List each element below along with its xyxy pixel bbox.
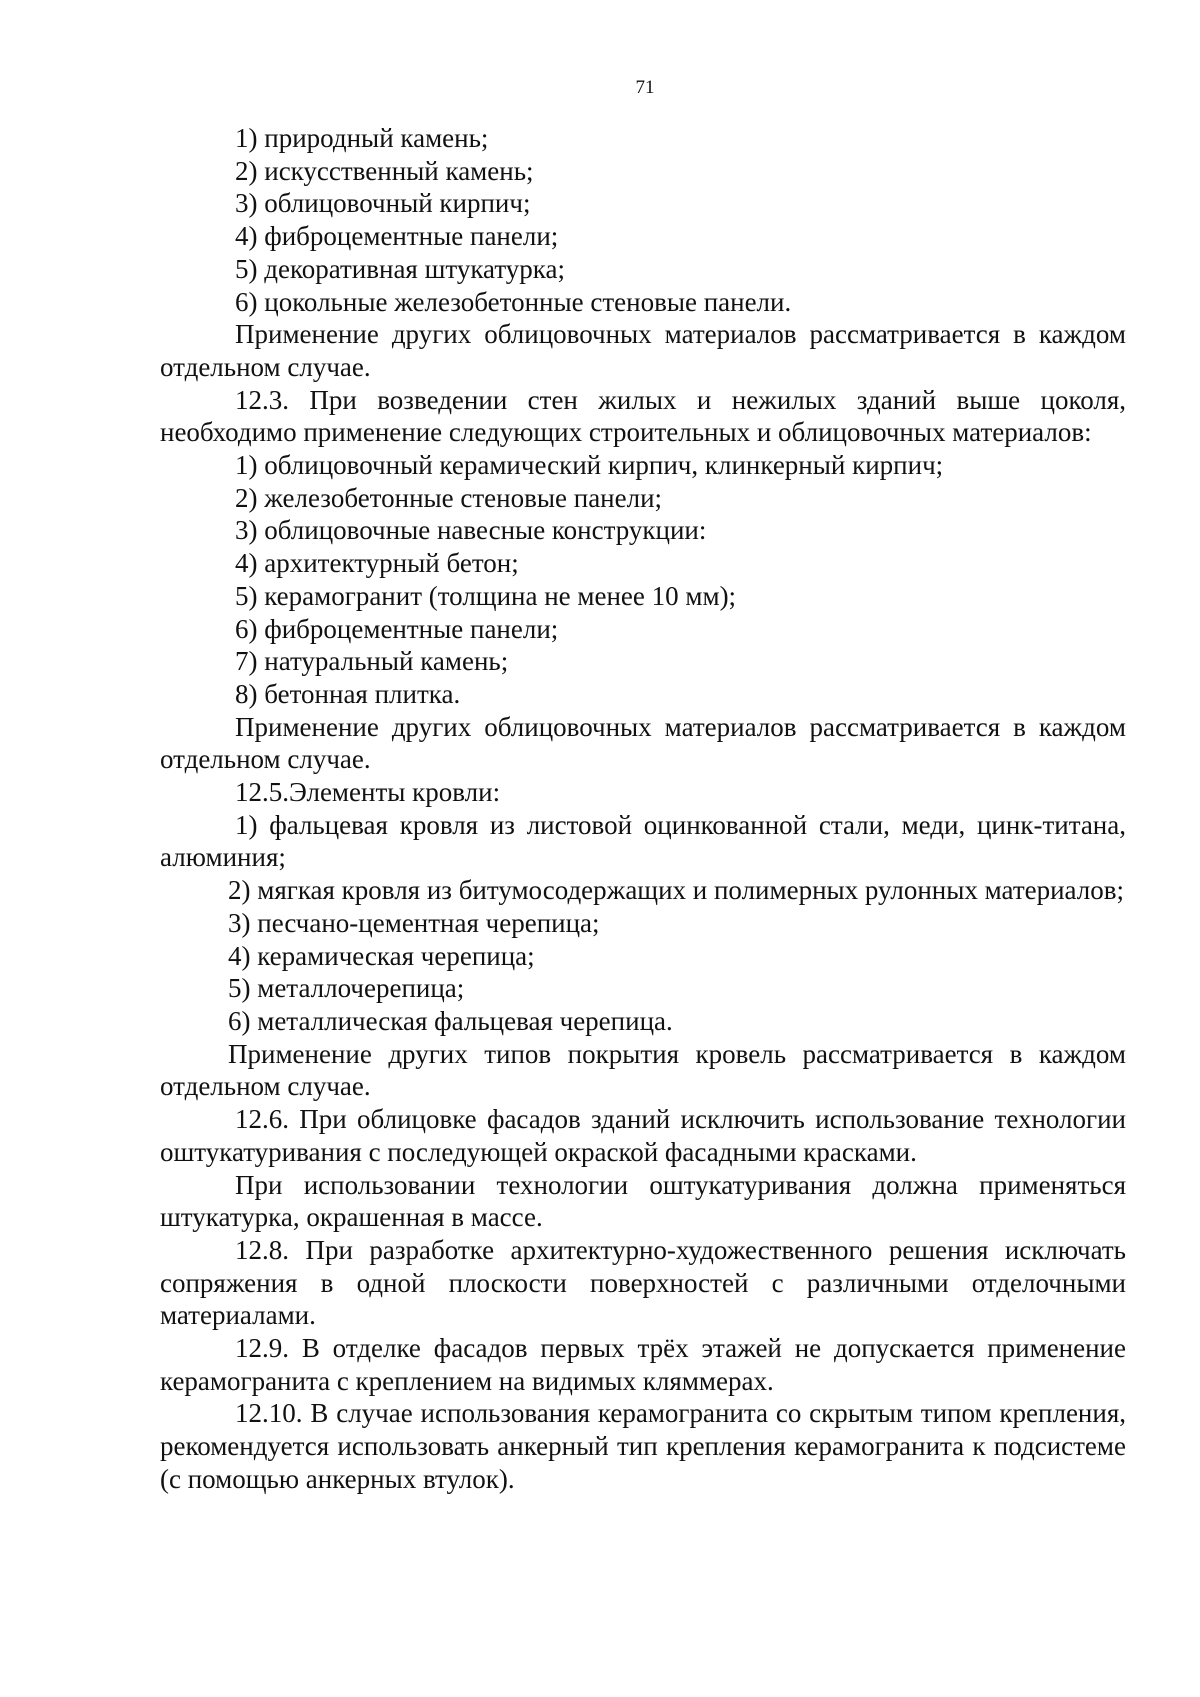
section-12-9-text: 12.9. В отделке фасадов первых трёх этажей не допускается применение керамогранита с креплением на видимых кляммерах. <box>160 1333 1126 1396</box>
section-12-10-text: 12.10. В случае использования керамогранита со скрытым типом крепления, рекомендуется использовать анкерный тип крепления керамогранита к подсистеме (с помощью анкерных втулок). <box>160 1398 1126 1494</box>
list-item: 6) металлическая фальцевая черепица. <box>228 1005 673 1036</box>
list-item: 5) керамогранит (толщина не менее 10 мм); <box>235 580 737 611</box>
list-item: 6) фиброцементные панели; <box>235 613 559 644</box>
wall-materials-list <box>160 449 1126 711</box>
list-item: 4) архитектурный бетон; <box>235 548 519 579</box>
page-number: 71 <box>635 77 655 98</box>
list-item: 1) природный камень; <box>235 123 489 153</box>
section-12-6-text-2: При использовании технологии оштукатуривания должна применяться штукатурка, окрашенная в массе. <box>160 1169 1126 1233</box>
list-item: 4) фиброцементные панели; <box>235 221 559 252</box>
section-12-8-text: 12.8. При разработке архитектурно-художественного решения исключать сопряжения в одной плоскости поверхностей с различными отделочными материалами. <box>160 1234 1126 1331</box>
facing-materials-list <box>160 122 1126 318</box>
list-item: 4) керамическая черепица; <box>228 940 535 971</box>
roof-elements-list <box>160 907 1126 1038</box>
roof-item-2: 2) мягкая кровля из битумосодержащих и полимерных рулонных материалов; <box>228 875 1124 906</box>
list-item: 7) натуральный камень; <box>235 646 509 677</box>
section-12-3-note: Применение других облицовочных материалов рассматривается в каждом отдельном случае. <box>160 711 1126 775</box>
list-item: 2) искусственный камень; <box>235 155 534 186</box>
list-item: 3) облицовочный кирпич; <box>235 188 531 219</box>
list-item: 3) песчано-цементная черепица; <box>228 907 600 938</box>
list-item: 5) металлочерепица; <box>228 973 465 1004</box>
document-body <box>160 122 1126 1496</box>
facing-note: Применение других облицовочных материалов рассматривается в каждом отдельном случае. <box>160 319 1126 382</box>
list-item: 5) декоративная штукатурка; <box>235 253 565 284</box>
section-12-5-note: Применение других типов покрытия кровель рассматривается в каждом отдельном случае. <box>160 1038 1126 1102</box>
list-item: 6) цокольные железобетонные стеновые панели. <box>235 286 792 317</box>
list-item: 1) облицовочный керамический кирпич, клинкерный кирпич; <box>235 450 944 481</box>
section-12-5-heading: 12.5.Элементы кровли: <box>235 777 501 808</box>
list-item: 2) железобетонные стеновые панели; <box>235 482 663 513</box>
roof-item-1: 1) фальцевая кровля из листовой оцинкованной стали, меди, цинк-титана, алюминия; <box>160 809 1126 873</box>
list-item: 3) облицовочные навесные конструкции: <box>235 515 707 546</box>
list-item: 8) бетонная плитка. <box>235 678 461 709</box>
section-12-6-text: 12.6. При облицовке фасадов зданий исключить использование технологии оштукатуривания с последующей окраской фасадными красками. <box>160 1104 1126 1167</box>
section-12-3-intro: 12.3. При возведении стен жилых и нежилых зданий выше цоколя, необходимо применение следующих строительных и облицовочных материалов: <box>160 384 1126 448</box>
